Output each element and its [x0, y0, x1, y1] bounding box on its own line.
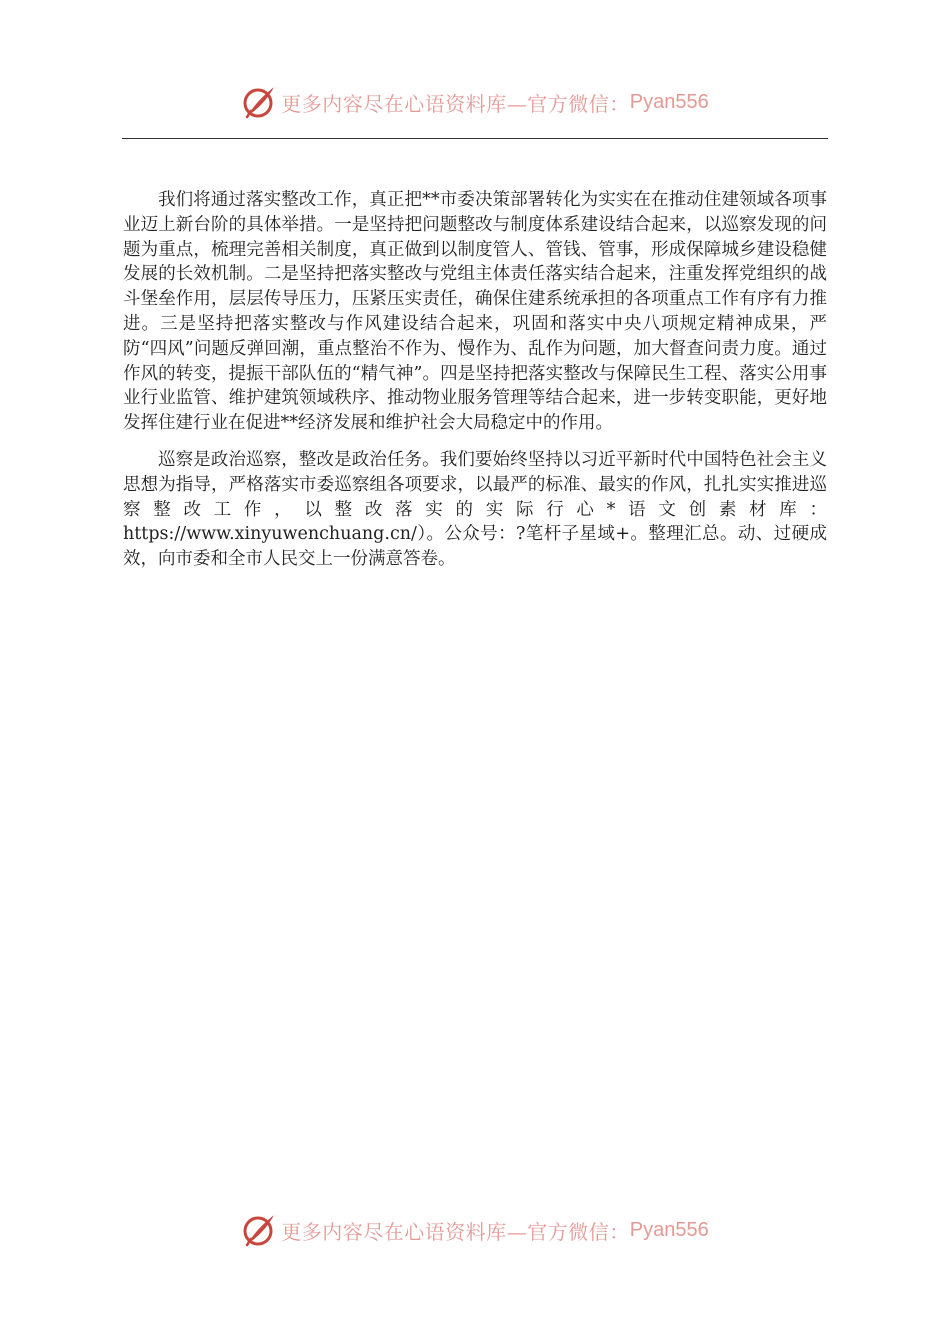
- quill-logo-icon: [241, 84, 277, 120]
- header-divider: [122, 138, 828, 139]
- quill-logo-icon: [241, 1212, 277, 1248]
- footer-banner: [0, 1210, 950, 1250]
- header-banner: [0, 82, 950, 122]
- paragraph-2: 巡察是政治巡察，整改是政治任务。我们要始终坚持以习近平新时代中国特色社会主义思想为指导，严格落实市委巡察组各项要求，以最严的标准、最实的作风，扎扎实实推进巡察整改工作，以整改落实的实际行心*语文创素材库：https://www.xinyuwenchuang.cn/）。公众号：?笔杆子星域+。整理汇总。动、过硬成效，向市委和全市人民交上一份满意答卷。: [123, 449, 827, 570]
- banner-text: 更多内容尽在心语资料库—官方微信：: [281, 1219, 630, 1244]
- wechat-id: Pyan556: [629, 1218, 709, 1241]
- paragraph-1: 我们将通过落实整改工作，真正把**市委决策部署转化为实实在在推动住建领域各项事业迈上新台阶的具体举措。一是坚持把问题整改与制度体系建设结合起来，以巡察发现的问题为重点，梳理完善相关制度，真正做到以制度管人、管钱、管事，形成保障城乡建设稳健发展的长效机制。二是坚持把落实整改与党组主体责任落实结合起来，注重发挥党组织的战斗堡垒作用，层层传导压力，压紧压实责任，确保住建系统承担的各项重点工作有序有力推进。三是坚持把落实整改与作风建设结合起来，巩固和落实中央八项规定精神成果，严防“四风”问题反弹回潮，重点整治不作为、慢作为、乱作为问题，加大督查问责力度。通过作风的转变，提振干部队伍的“精气神”。四是坚持把落实整改与保障民生工程、落实公用事业行业监管、维护建筑领域秩序、推动物业服务管理等结合起来，进一步转变职能，更好地发挥住建行业在促进**经济发展和维护社会大局稳定中的作用。: [123, 190, 827, 434]
- wechat-id: Pyan556: [629, 90, 709, 113]
- banner-text: 更多内容尽在心语资料库—官方微信：: [281, 91, 630, 116]
- document-body: [123, 188, 827, 584]
